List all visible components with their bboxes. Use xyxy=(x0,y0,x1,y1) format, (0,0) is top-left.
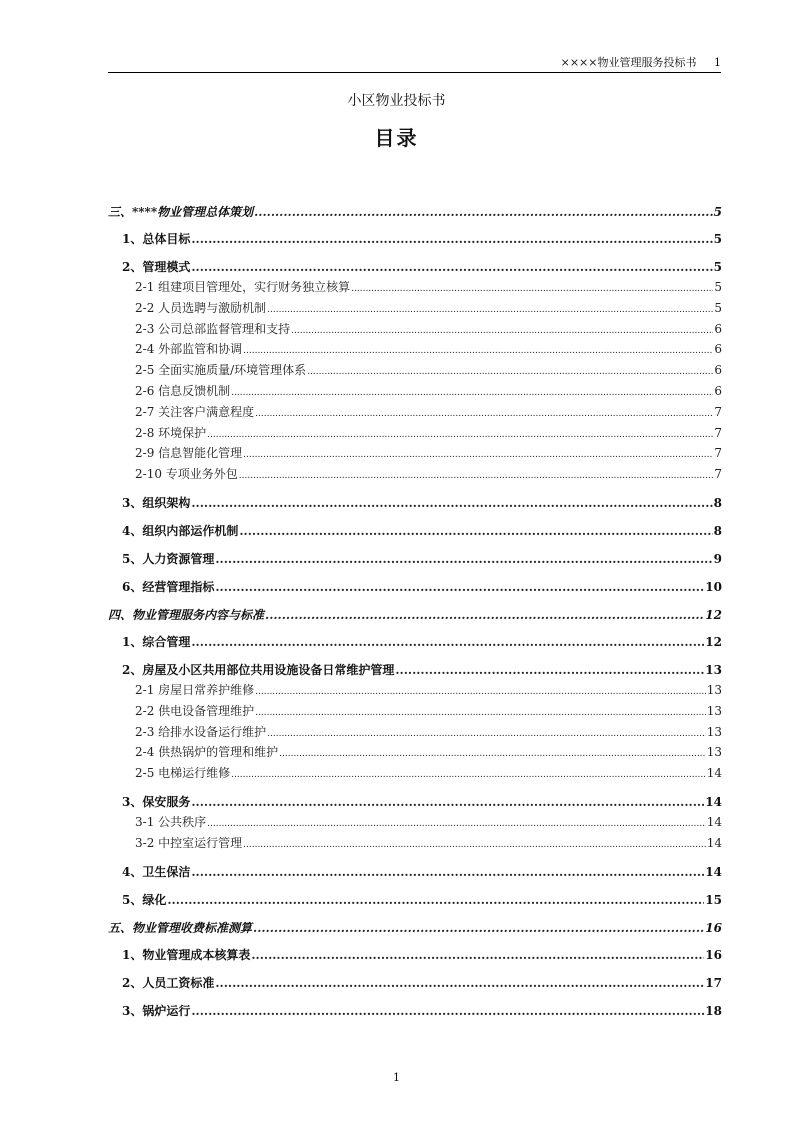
toc-entry-page: 13 xyxy=(705,662,722,677)
toc-entry-label: 四、物业管理服务内容与标准 xyxy=(108,607,265,622)
toc-entry-label: 2-4 供热锅炉的管理和维护 xyxy=(135,745,279,760)
toc-entry[interactable] xyxy=(108,424,722,445)
toc-entry-label: 2、管理模式 xyxy=(122,260,191,274)
toc-entry-page: 17 xyxy=(705,975,722,990)
toc-entry-label: 五、物业管理收费标准测算 xyxy=(108,920,253,935)
toc-entry-label: 1、总体目标 xyxy=(122,232,191,246)
toc-entry-page: 9 xyxy=(713,551,722,566)
toc-leader-dots xyxy=(191,1004,704,1018)
toc-entry[interactable] xyxy=(108,606,722,625)
toc-entry-page: 7 xyxy=(714,404,722,419)
toc-entry[interactable] xyxy=(108,494,722,514)
toc-entry-page: 16 xyxy=(705,947,722,962)
toc-leader-dots xyxy=(215,976,704,990)
toc-leader-dots xyxy=(191,795,704,809)
toc-leader-dots xyxy=(231,388,713,398)
toc-entry-label: 2-9 信息智能化管理 xyxy=(135,446,243,461)
page-header xyxy=(108,56,721,73)
toc-entry[interactable] xyxy=(108,1002,722,1022)
toc-entry-label: 2-4 外部监管和协调 xyxy=(135,342,243,357)
footer-page-number: 1 xyxy=(393,1071,400,1084)
toc-entry-label: 2-8 环境保护 xyxy=(135,425,207,440)
toc-entry-label: 2-1 组建项目管理处，实行财务独立核算 xyxy=(135,280,351,294)
toc-entry-label: 3、锅炉运行 xyxy=(122,1003,191,1018)
toc-entry[interactable] xyxy=(108,258,722,278)
toc-entry-label: 2、房屋及小区共用部位共用设施设备日常维护管理 xyxy=(122,662,395,677)
page-footer xyxy=(0,1071,793,1084)
header-title: ××××物业管理服务投标书 xyxy=(560,56,697,69)
toc-leader-dots xyxy=(255,409,713,419)
toc-entry[interactable] xyxy=(108,633,722,653)
toc-entry-label: 3、保安服务 xyxy=(122,794,191,809)
toc-leader-dots xyxy=(243,346,713,356)
toc-entry[interactable] xyxy=(108,919,722,938)
toc-leader-dots xyxy=(215,552,712,566)
toc-leader-dots xyxy=(167,893,704,907)
toc-leader-dots xyxy=(265,608,704,622)
toc-entry-page: 12 xyxy=(705,634,722,649)
toc-entry-label: 1、综合管理 xyxy=(122,634,191,649)
toc-entry-label: 4、组织内部运作机制 xyxy=(122,523,239,538)
toc-leader-dots xyxy=(279,749,706,759)
toc-entry-label: 2-5 电梯运行维修 xyxy=(135,766,231,781)
toc-entry-page: 15 xyxy=(705,892,722,907)
toc-leader-dots xyxy=(243,840,706,850)
toc-entry-page: 14 xyxy=(705,794,722,809)
toc-entry-label: 4、卫生保洁 xyxy=(122,864,191,879)
toc-entry-page: 14 xyxy=(705,864,722,879)
toc-entry[interactable] xyxy=(108,813,722,834)
toc-leader-dots xyxy=(191,232,712,246)
toc-leader-dots xyxy=(395,663,704,677)
toc-entry[interactable] xyxy=(108,793,722,813)
toc-leader-dots xyxy=(267,305,713,315)
toc-entry-label: 2-7 关注客户满意程度 xyxy=(135,404,255,419)
toc-leader-dots xyxy=(191,865,704,879)
toc-entry-label: 三、****物业管理总体策划 xyxy=(108,205,254,219)
toc-entry[interactable] xyxy=(108,203,722,222)
toc-entry-page: 5 xyxy=(713,205,722,219)
toc-entry[interactable] xyxy=(108,891,722,911)
toc-entry-page: 7 xyxy=(714,467,722,482)
toc-leader-dots xyxy=(267,729,706,739)
toc-entry[interactable] xyxy=(108,278,722,299)
toc-leader-dots xyxy=(254,205,713,219)
toc-entry-page: 8 xyxy=(713,495,722,510)
toc-leader-dots xyxy=(207,819,706,829)
toc-leader-dots xyxy=(239,524,712,538)
toc-entry[interactable] xyxy=(108,681,722,702)
toc-entry-label: 3-1 公共秩序 xyxy=(135,814,207,829)
document-title: 小区物业投标书 xyxy=(347,93,446,109)
toc-entry[interactable] xyxy=(108,661,722,681)
toc-leader-dots xyxy=(253,921,704,935)
toc-heading: 目录 xyxy=(374,126,419,150)
toc-entry-page: 13 xyxy=(706,724,722,739)
toc-entry[interactable] xyxy=(108,320,722,341)
toc-entry-page: 18 xyxy=(705,1003,722,1018)
toc-entry-label: 2-1 房屋日常养护维修 xyxy=(135,682,255,697)
toc-entry-label: 2-5 全面实施质量/环境管理体系 xyxy=(135,363,307,378)
toc-leader-dots xyxy=(191,260,712,274)
toc-leader-dots xyxy=(191,635,704,649)
toc-entry-page: 16 xyxy=(705,920,722,935)
toc-entry-page: 13 xyxy=(706,703,722,718)
toc-entry-label: 6、经营管理指标 xyxy=(122,579,215,594)
toc-entry[interactable] xyxy=(108,834,722,855)
toc-entry-label: 5、人力资源管理 xyxy=(122,551,215,566)
toc-entry-page: 6 xyxy=(714,363,722,378)
toc-entry-page: 6 xyxy=(714,383,722,398)
toc-entry-page: 6 xyxy=(714,342,722,357)
toc-entry[interactable] xyxy=(108,340,722,361)
toc-leader-dots xyxy=(207,430,713,440)
toc-entry-label: 2-2 供电设备管理维护 xyxy=(135,703,255,718)
toc-entry[interactable] xyxy=(108,702,722,723)
toc-entry-page: 5 xyxy=(714,300,722,315)
toc-entry-page: 5 xyxy=(713,260,722,274)
toc-entry[interactable] xyxy=(108,974,722,994)
toc-entry-page: 13 xyxy=(706,682,722,697)
toc-entry-label: 1、物业管理成本核算表 xyxy=(122,947,251,962)
toc-entry-label: 3、组织架构 xyxy=(122,495,191,510)
toc-entry[interactable] xyxy=(108,465,722,486)
toc-entry-page: 13 xyxy=(706,745,722,760)
toc-entry[interactable] xyxy=(108,764,722,785)
header-page-number: 1 xyxy=(714,56,721,69)
toc-entry[interactable] xyxy=(108,403,722,424)
toc-entry-page: 8 xyxy=(713,523,722,538)
toc-entry[interactable] xyxy=(108,522,722,542)
toc-leader-dots xyxy=(231,770,706,780)
toc-leader-dots xyxy=(251,948,704,962)
toc-entry[interactable] xyxy=(108,550,722,570)
toc-leader-dots xyxy=(215,580,704,594)
toc-entry[interactable] xyxy=(108,946,722,966)
toc-entry[interactable] xyxy=(108,299,722,320)
toc-entry-page: 14 xyxy=(706,814,722,829)
toc-entry-page: 5 xyxy=(713,232,722,246)
toc-entry-label: 2-2 人员选聘与激励机制 xyxy=(135,300,267,315)
toc-entry[interactable] xyxy=(108,863,722,883)
table-of-contents xyxy=(108,203,722,1022)
toc-entry[interactable] xyxy=(108,230,722,250)
toc-leader-dots xyxy=(255,687,706,697)
toc-leader-dots xyxy=(243,450,713,460)
toc-entry-label: 2-3 给排水设备运行维护 xyxy=(135,724,267,739)
toc-leader-dots xyxy=(255,708,706,718)
toc-entry[interactable] xyxy=(108,578,722,598)
toc-leader-dots xyxy=(307,367,713,377)
toc-entry[interactable] xyxy=(108,444,722,465)
toc-entry[interactable] xyxy=(108,361,722,382)
toc-entry-label: 2、人员工资标准 xyxy=(122,975,215,990)
toc-leader-dots xyxy=(351,284,713,294)
toc-entry-page: 6 xyxy=(714,321,722,336)
toc-entry-page: 5 xyxy=(714,280,722,294)
toc-entry-page: 14 xyxy=(706,766,722,781)
toc-entry-page: 12 xyxy=(705,607,722,622)
toc-entry-label: 3-2 中控室运行管理 xyxy=(135,835,243,850)
toc-entry[interactable] xyxy=(108,382,722,403)
toc-entry[interactable] xyxy=(108,743,722,764)
toc-leader-dots xyxy=(191,496,712,510)
toc-entry-page: 14 xyxy=(706,835,722,850)
toc-leader-dots xyxy=(291,326,713,336)
toc-entry-page: 7 xyxy=(714,446,722,461)
toc-entry-page: 7 xyxy=(714,425,722,440)
toc-entry-page: 10 xyxy=(705,579,722,594)
toc-entry[interactable] xyxy=(108,723,722,744)
toc-leader-dots xyxy=(239,471,714,481)
toc-entry-label: 2-6 信息反馈机制 xyxy=(135,383,231,398)
toc-entry-label: 2-10 专项业务外包 xyxy=(135,467,238,482)
toc-entry-label: 5、绿化 xyxy=(122,892,167,907)
toc-entry-label: 2-3 公司总部监督管理和支持 xyxy=(135,321,291,336)
